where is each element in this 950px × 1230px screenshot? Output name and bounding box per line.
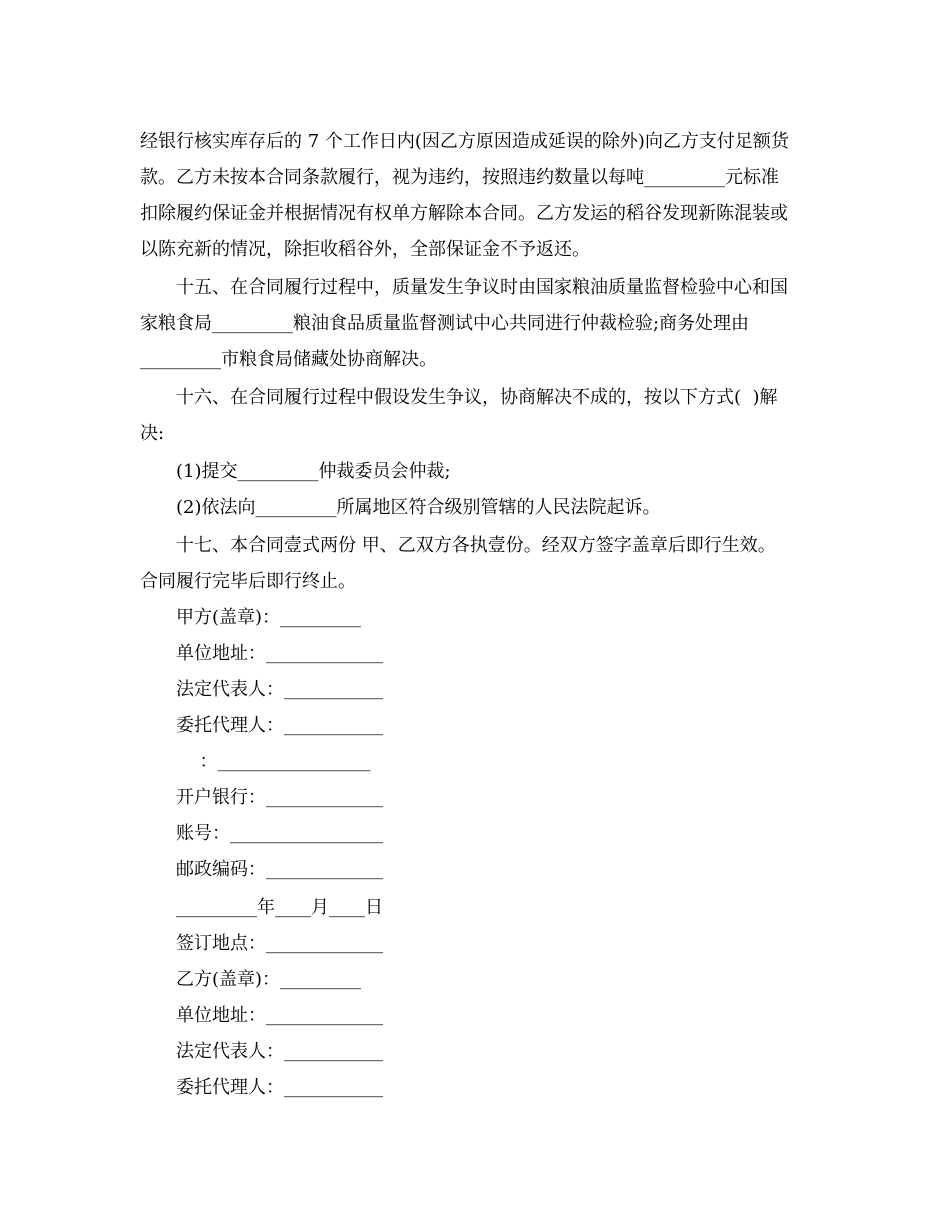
party-a-agent: 委托代理人：___________ <box>176 715 383 736</box>
paragraph-14-line-2: 款。乙方未按本合同条款履行，视为违约，按照违约数量以每吨_________元标准 <box>140 167 779 188</box>
paragraph-17-line-2: 合同履行完毕后即行终止。 <box>140 571 356 592</box>
paragraph-14-line-4: 以陈充新的情况，除拒收稻谷外，全部保证金不予返还。 <box>140 239 590 260</box>
signing-date: _________年____月____日 <box>176 897 383 918</box>
paragraph-14-line-1: 经银行核实库存后的 7 个工作日内(因乙方原因造成延误的除外)向乙方支付足额货 <box>140 131 789 152</box>
party-b-address: 单位地址：_____________ <box>176 1005 383 1026</box>
party-a-postcode: 邮政编码：_____________ <box>176 859 383 880</box>
paragraph-17-line-1: 十七、本合同壹式两份 甲、乙双方各执壹份。经双方签字盖章后即行生效。 <box>176 535 776 556</box>
paragraph-16-line-2: 决: <box>140 423 165 444</box>
party-a-seal: 甲方(盖章)：_________ <box>176 607 362 628</box>
paragraph-15-line-1: 十五、在合同履行过程中，质量发生争议时由国家粮油质量监督检验中心和国 <box>176 277 788 298</box>
paragraph-14-line-3: 扣除履约保证金并根据情况有权单方解除本合同。乙方发运的稻谷发现新陈混装或 <box>140 203 788 224</box>
paragraph-16-line-1: 十六、在合同履行过程中假设发生争议，协商解决不成的，按以下方式( )解 <box>176 387 778 408</box>
party-a-legal-rep: 法定代表人：___________ <box>176 679 383 700</box>
signing-place: 签订地点：_____________ <box>176 933 383 954</box>
party-b-agent: 委托代理人：___________ <box>176 1077 383 1098</box>
option-1: (1)提交_________仲裁委员会仲裁; <box>176 461 451 482</box>
party-a-phone: ：_________________ <box>188 751 371 772</box>
paragraph-15-line-2: 家粮食局_________粮油食品质量监督测试中心共同进行仲裁检验;商务处理由 <box>140 313 750 334</box>
party-b-legal-rep: 法定代表人：___________ <box>176 1041 383 1062</box>
party-a-address: 单位地址：_____________ <box>176 643 383 664</box>
party-a-bank: 开户银行：_____________ <box>176 787 383 808</box>
party-a-account: 账号：_________________ <box>176 823 383 844</box>
paragraph-15-line-3: _________市粮食局储藏处协商解决。 <box>140 349 437 370</box>
party-b-seal: 乙方(盖章)：_________ <box>176 969 362 990</box>
option-2: (2)依法向_________所属地区符合级别管辖的人民法院起诉。 <box>176 497 661 518</box>
